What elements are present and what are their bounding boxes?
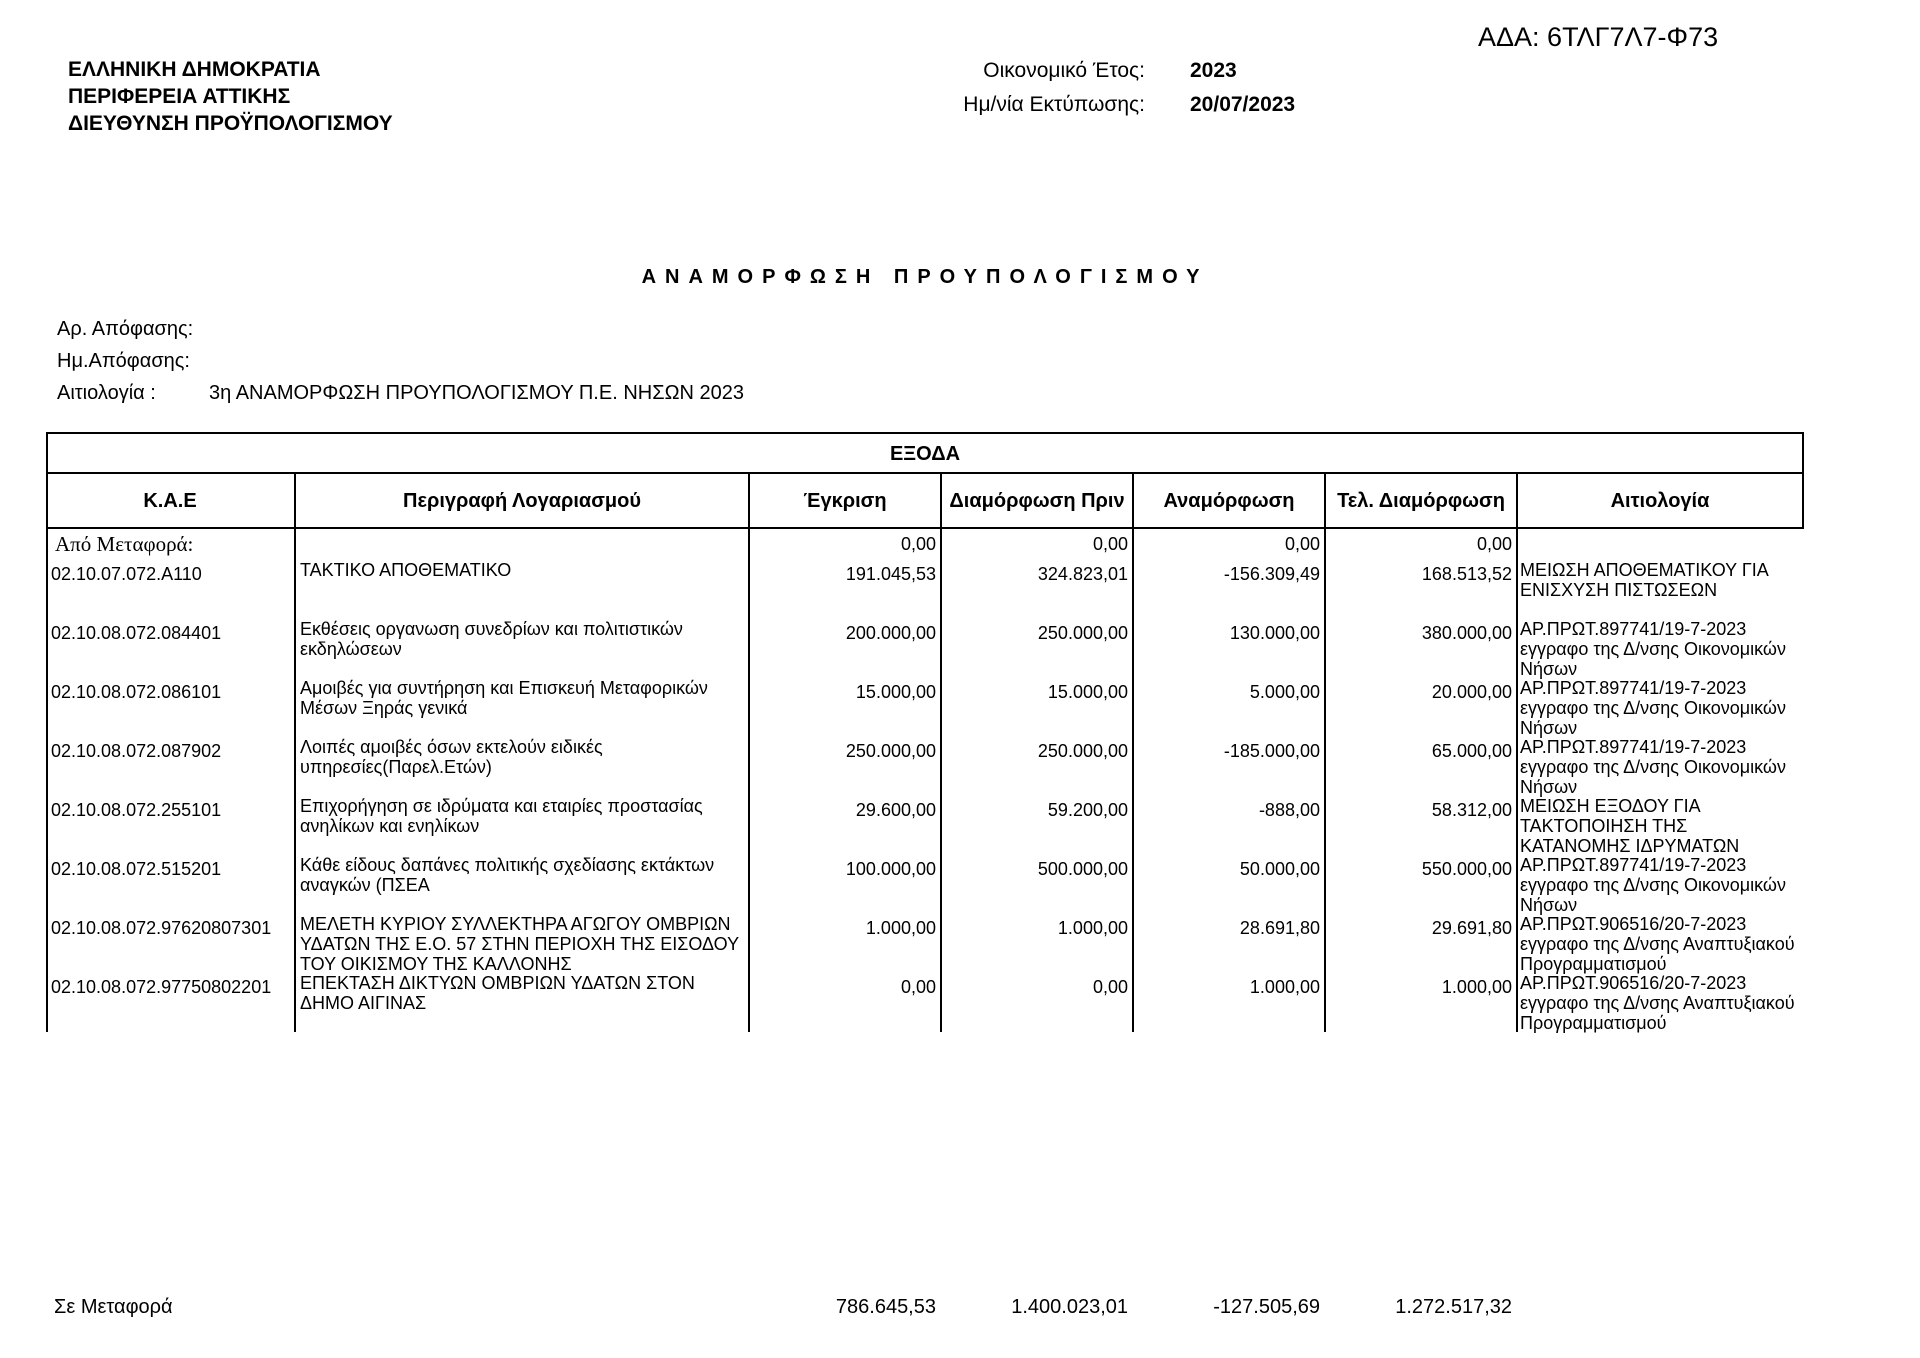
- expenses-table: [46, 432, 1804, 1032]
- row-kae: 02.10.08.072.084401: [51, 623, 222, 643]
- row-description: ΤΑΚΤΙΚΟ ΑΠΟΘΕΜΑΤΙΚΟ: [300, 560, 512, 580]
- row-change: 1.000,00: [1249, 977, 1320, 997]
- decision-reason-label: Αιτιολογία :: [57, 382, 156, 404]
- carry-in-label: Από Μεταφορά:: [55, 532, 194, 556]
- row-kae: 02.10.08.072.97620807301: [51, 918, 272, 938]
- row-change: -156.309,49: [1223, 564, 1320, 584]
- row-reason: ΑΡ.ΠΡΩΤ.897741/19-7-2023 εγγραφο της Δ/νσης Οικονομικών Νήσων: [1520, 855, 1786, 915]
- row-approval: 29.600,00: [855, 800, 936, 820]
- table-column-divider: [294, 472, 296, 1032]
- organization-header: [68, 56, 393, 137]
- row-kae: 02.10.08.072.515201: [51, 859, 222, 879]
- decision-number-label: Αρ. Απόφασης:: [57, 318, 194, 340]
- row-before: 250.000,00: [1037, 741, 1128, 761]
- carry-forward-final: 1.272.517,32: [1395, 1296, 1512, 1318]
- section-expenses: ΕΞΟΔΑ: [889, 443, 961, 465]
- row-reason: ΑΡ.ΠΡΩΤ.906516/20-7-2023 εγγραφο της Δ/νσης Αναπτυξιακού Προγραμματισμού: [1520, 914, 1795, 974]
- table-border-left: [46, 432, 48, 1032]
- decision-reason-value: 3η ΑΝΑΜΟΡΦΩΣΗ ΠΡΟΥΠΟΛΟΓΙΣΜΟΥ Π.Ε. ΝΗΣΩΝ 2023: [209, 382, 745, 404]
- row-description: ΜΕΛΕΤΗ ΚΥΡΙΟΥ ΣΥΛΛΕΚΤΗΡΑ ΑΓΩΓΟΥ ΟΜΒΡΙΩΝ ΥΔΑΤΩΝ ΤΗΣ Ε.Ο. 57 ΣΤΗΝ ΠΕΡΙΟΧΗ ΤΗΣ ΕΙΣΟΔΟΥ ΤΟΥ ΟΙΚΙΣΜΟΥ ΤΗΣ ΚΑΛΛΟΝΗΣ: [300, 914, 739, 974]
- row-before: 324.823,01: [1037, 564, 1128, 584]
- row-description: ΕΠΕΚΤΑΣΗ ΔΙΚΤΥΩΝ ΟΜΒΡΙΩΝ ΥΔΑΤΩΝ ΣΤΟΝ ΔΗΜΟ ΑΙΓΙΝΑΣ: [300, 973, 695, 1013]
- row-kae: 02.10.08.072.255101: [51, 800, 222, 820]
- row-kae: 02.10.08.072.97750802201: [51, 977, 272, 997]
- row-before: 1.000,00: [1057, 918, 1128, 938]
- carry-forward-label: Σε Μεταφορά: [54, 1296, 173, 1318]
- column-header-before: Διαμόρφωση Πριν: [949, 490, 1125, 512]
- row-final: 1.000,00: [1441, 977, 1512, 997]
- column-header-approval: Έγκριση: [803, 490, 887, 512]
- meta-labels: [960, 54, 1145, 122]
- row-before: 59.200,00: [1047, 800, 1128, 820]
- print-date-label: Ημ/νία Εκτύπωσης:: [963, 93, 1145, 116]
- fiscal-year-value: 2023: [1190, 59, 1237, 82]
- row-before: 250.000,00: [1037, 623, 1128, 643]
- print-date-value: 20/07/2023: [1190, 93, 1296, 116]
- row-kae: 02.10.08.072.086101: [51, 682, 222, 702]
- carry-forward-before: 1.400.023,01: [1011, 1296, 1128, 1318]
- carry-in-final: 0,00: [1476, 534, 1512, 554]
- document-title: ΑΝΑΜΟΡΦΩΣΗ ΠΡΟΥΠΟΛΟΓΙΣΜΟΥ: [641, 266, 1209, 288]
- org-line-3: ΔΙΕΥΘΥΝΣΗ ΠΡΟΫΠΟΛΟΓΙΣΜΟΥ: [68, 112, 393, 135]
- row-change: 5.000,00: [1249, 682, 1320, 702]
- row-description: Εκθέσεις οργανωση συνεδρίων και πολιτιστικών εκδηλώσεων: [300, 619, 683, 659]
- carry-forward-change: -127.505,69: [1213, 1296, 1320, 1318]
- fiscal-year-label: Οικονομικό Έτος:: [983, 59, 1145, 82]
- table-divider: [46, 527, 1804, 529]
- row-approval: 1.000,00: [865, 918, 936, 938]
- column-header-final: Τελ. Διαμόρφωση: [1337, 490, 1505, 512]
- carry-in-approval: 0,00: [900, 534, 936, 554]
- column-header-description: Περιγραφή Λογαριασμού: [403, 490, 641, 512]
- row-kae: 02.10.08.072.087902: [51, 741, 222, 761]
- row-reason: ΜΕΙΩΣΗ ΕΞΟΔΟΥ ΓΙΑ ΤΑΚΤΟΠΟΙΗΣΗ ΤΗΣ ΚΑΤΑΝΟΜΗΣ ΙΔΡΥΜΑΤΩΝ: [1520, 796, 1740, 856]
- carry-in-before: 0,00: [1092, 534, 1128, 554]
- row-description: Επιχορήγηση σε ιδρύματα και εταιρίες προστασίας ανηλίκων και ενηλίκων: [300, 796, 703, 836]
- decision-info: [57, 313, 745, 409]
- row-final: 380.000,00: [1421, 623, 1512, 643]
- decision-date-label: Ημ.Απόφασης:: [57, 350, 190, 372]
- row-change: 50.000,00: [1239, 859, 1320, 879]
- row-change: 28.691,80: [1239, 918, 1320, 938]
- row-approval: 0,00: [900, 977, 936, 997]
- row-approval: 100.000,00: [845, 859, 936, 879]
- org-line-2: ΠΕΡΙΦΕΡΕΙΑ ΑΤΤΙΚΗΣ: [68, 85, 291, 108]
- row-before: 0,00: [1092, 977, 1128, 997]
- row-final: 58.312,00: [1431, 800, 1512, 820]
- org-line-1: ΕΛΛΗΝΙΚΗ ΔΗΜΟΚΡΑΤΙΑ: [68, 58, 321, 81]
- row-description: Λοιπές αμοιβές όσων εκτελούν ειδικές υπηρεσίες(Παρελ.Ετών): [300, 737, 603, 777]
- row-change: -888,00: [1258, 800, 1320, 820]
- ada-code: ΑΔΑ: 6ΤΛΓ7Λ7-Φ73: [1478, 22, 1719, 52]
- table-divider: [46, 472, 1804, 474]
- row-final: 29.691,80: [1431, 918, 1512, 938]
- row-final: 550.000,00: [1421, 859, 1512, 879]
- meta-values: [1190, 54, 1298, 122]
- row-reason: ΑΡ.ΠΡΩΤ.897741/19-7-2023 εγγραφο της Δ/νσης Οικονομικών Νήσων: [1520, 619, 1786, 679]
- row-kae: 02.10.07.072.Α110: [51, 564, 202, 584]
- row-reason: ΑΡ.ΠΡΩΤ.906516/20-7-2023 εγγραφο της Δ/νσης Αναπτυξιακού Προγραμματισμού: [1520, 973, 1795, 1033]
- column-header-change: Αναμόρφωση: [1163, 490, 1295, 512]
- carry-forward-approval: 786.645,53: [835, 1296, 936, 1318]
- row-reason: ΑΡ.ΠΡΩΤ.897741/19-7-2023 εγγραφο της Δ/νσης Οικονομικών Νήσων: [1520, 678, 1786, 738]
- column-header-kae: Κ.Α.Ε: [143, 490, 197, 512]
- table-column-divider: [1516, 472, 1518, 1032]
- row-approval: 191.045,53: [845, 564, 936, 584]
- carry-in-change: 0,00: [1284, 534, 1320, 554]
- row-final: 168.513,52: [1421, 564, 1512, 584]
- row-change: 130.000,00: [1229, 623, 1320, 643]
- row-before: 15.000,00: [1047, 682, 1128, 702]
- table-border-top: [46, 432, 1804, 434]
- row-reason: ΜΕΙΩΣΗ ΑΠΟΘΕΜΑΤΙΚΟΥ ΓΙΑ ΕΝΙΣΧΥΣΗ ΠΙΣΤΩΣΕΩΝ: [1520, 560, 1768, 600]
- row-approval: 200.000,00: [845, 623, 936, 643]
- row-final: 65.000,00: [1431, 741, 1512, 761]
- row-description: Αμοιβές για συντήρηση και Επισκευή Μεταφορικών Μέσων Ξηράς γενικά: [300, 678, 708, 718]
- column-header-reason: Αιτιολογία: [1610, 490, 1710, 512]
- row-approval: 250.000,00: [845, 741, 936, 761]
- row-approval: 15.000,00: [855, 682, 936, 702]
- carry-forward-row: [0, 1296, 1920, 1326]
- row-change: -185.000,00: [1223, 741, 1320, 761]
- row-reason: ΑΡ.ΠΡΩΤ.897741/19-7-2023 εγγραφο της Δ/νσης Οικονομικών Νήσων: [1520, 737, 1786, 797]
- row-before: 500.000,00: [1037, 859, 1128, 879]
- decision-reason-row: [57, 377, 745, 409]
- row-description: Κάθε είδους δαπάνες πολιτικής σχεδίασης εκτάκτων αναγκών (ΠΣΕΑ: [300, 855, 715, 895]
- row-final: 20.000,00: [1431, 682, 1512, 702]
